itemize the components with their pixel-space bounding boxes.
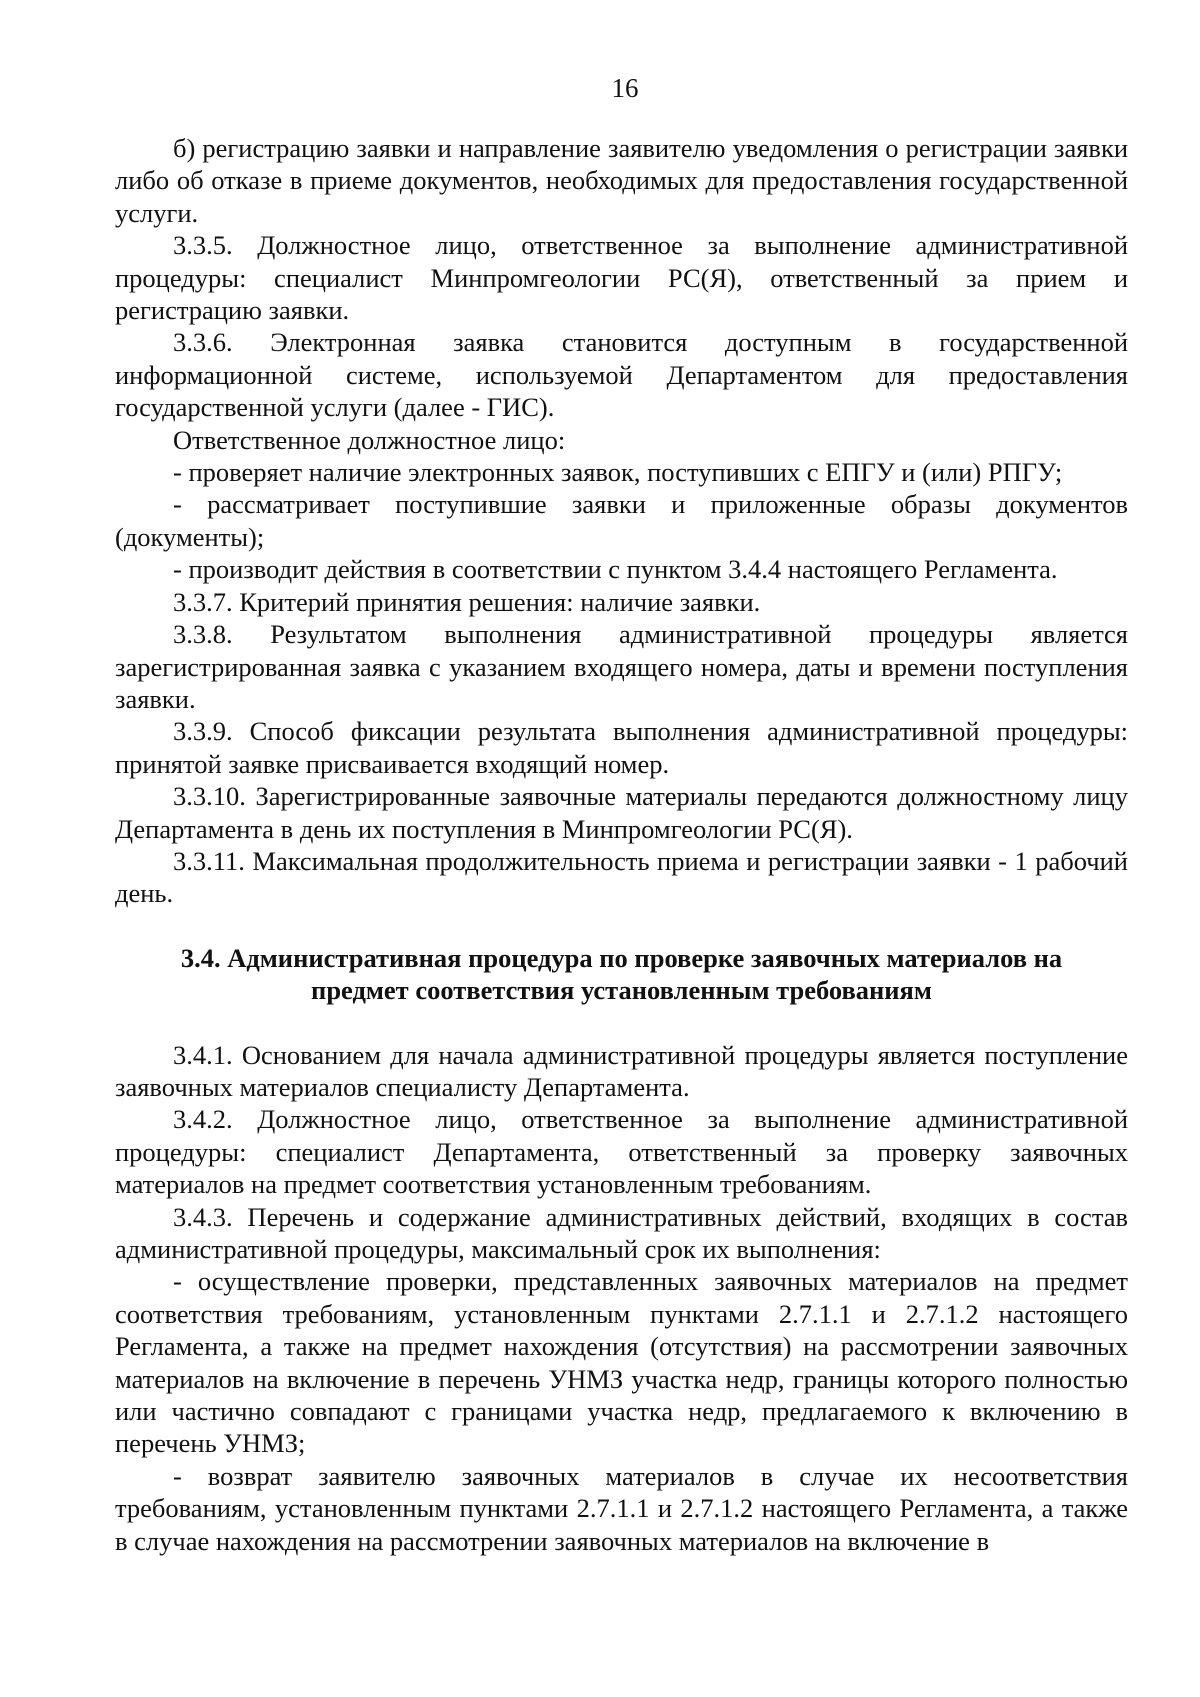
- paragraph-3-3-8: 3.3.8. Результатом выполнения административной процедуры является зарегистрированная заявка с указанием входящего номера, даты и времени поступления заявки.: [115, 619, 1128, 714]
- paragraph-3-3-6: 3.3.6. Электронная заявка становится доступным в государственной информационной системе, используемой Департаментом для предоставления государственной услуги (далее - ГИС).: [115, 327, 1128, 423]
- paragraph-3-3-9: 3.3.9. Способ фиксации результата выполнения административной процедуры: принятой заявке присваивается входящий номер.: [115, 716, 1128, 779]
- list-item-checks-applications: - проверяет наличие электронных заявок, поступивших с ЕПГУ и (или) РПГУ;: [173, 457, 1063, 488]
- list-item-return-materials: - возврат заявителю заявочных материалов в случае их несоответствия требованиям, установленным пунктами 2.7.1.1 и 2.7.1.2 настоящего Регламента, а также в случае нахождения на рассмотрении заявочных материалов на включение в: [115, 1460, 1128, 1556]
- document-body: [115, 132, 1128, 1557]
- paragraph-3-3-7: 3.3.7. Критерий принятия решения: наличие заявки.: [173, 586, 761, 617]
- paragraph-responsible-official: Ответственное должностное лицо:: [173, 424, 566, 455]
- paragraph-3-4-1: 3.4.1. Основанием для начала административной процедуры является поступление заявочных материалов специалисту Департамента.: [115, 1039, 1128, 1102]
- paragraph-3-3-10: 3.3.10. Зарегистрированные заявочные материалы передаются должностному лицу Департамента в день их поступления в Минпромгеологии РС(Я).: [115, 781, 1128, 844]
- paragraph-3-4-3: 3.4.3. Перечень и содержание административных действий, входящих в состав административной процедуры, максимальный срок их выполнения:: [115, 1201, 1128, 1264]
- list-item-reviews-applications: - рассматривает поступившие заявки и приложенные образы документов (документы);: [115, 489, 1128, 552]
- paragraph-3-3-5: 3.3.5. Должностное лицо, ответственное за выполнение административной процедуры: специалист Минпромгеологии РС(Я), ответственный за прием и регистрацию заявки.: [115, 230, 1128, 326]
- section-heading-3-4: 3.4. Административная процедура по проверке заявочных материалов на предмет соответствия установленным требованиям: [180, 942, 1063, 1006]
- paragraph-3-4-2: 3.4.2. Должностное лицо, ответственное за выполнение административной процедуры: специалист Департамента, ответственный за проверку заявочных материалов на предмет соответствия установленным требованиям.: [115, 1104, 1128, 1200]
- paragraph-3-3-11: 3.3.11. Максимальная продолжительность приема и регистрации заявки - 1 рабочий день.: [115, 845, 1128, 909]
- page-number: 16: [611, 73, 639, 103]
- paragraph-b-registration: б) регистрацию заявки и направление заявителю уведомления о регистрации заявки либо об отказе в приеме документов, необходимых для предоставления государственной услуги.: [115, 133, 1128, 228]
- list-item-performs-actions: - производит действия в соответствии с пунктом 3.4.4 настоящего Регламента.: [173, 554, 1058, 585]
- list-item-verification: - осуществление проверки, представленных заявочных материалов на предмет соответствия требованиям, установленным пунктами 2.7.1.1 и 2.7.1.2 настоящего Регламента, а также на предмет нахождения (отсутствия) на рассмотрении заявочных материалов на включение в перечень УНМЗ участка недр, границы которого полностью или частично совпадают с границами участка недр, предлагаемого к включению в перечень УНМЗ;: [115, 1266, 1128, 1459]
